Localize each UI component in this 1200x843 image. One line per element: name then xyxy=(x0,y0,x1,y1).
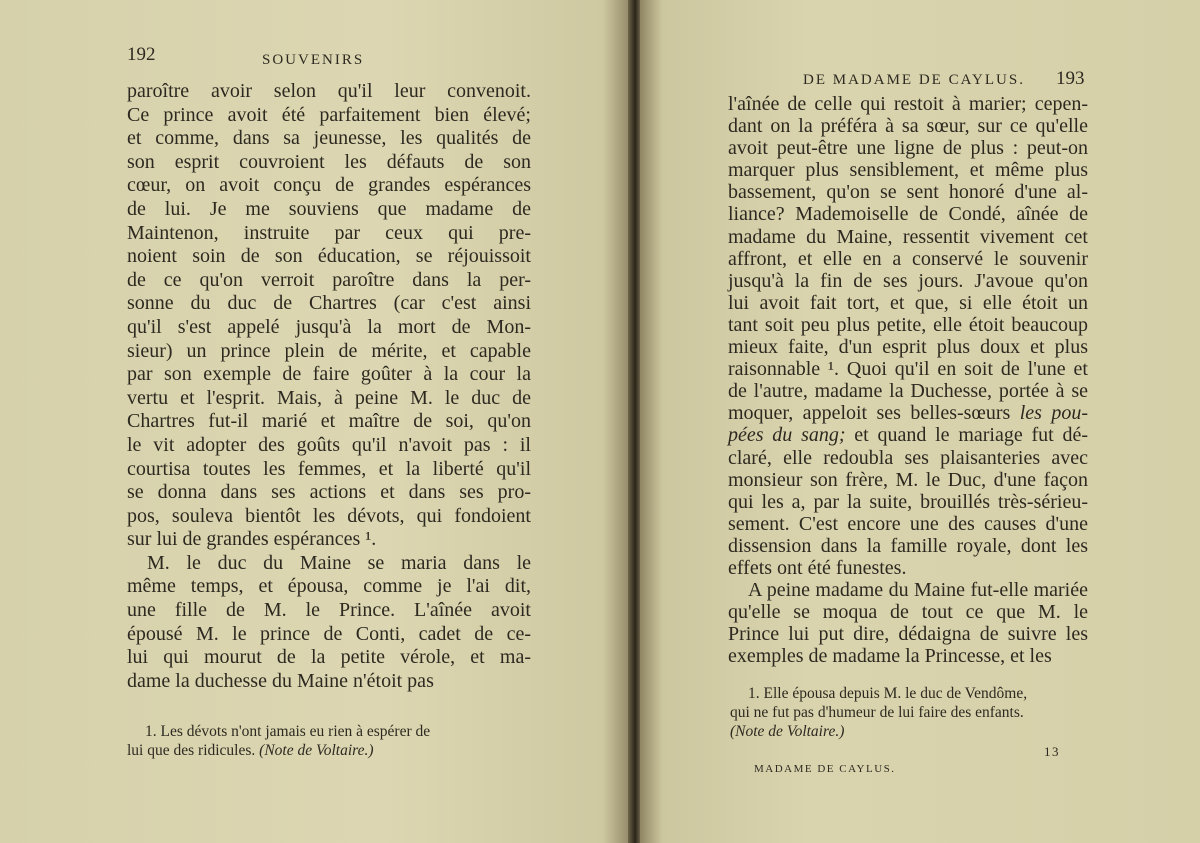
text-line xyxy=(728,248,1088,270)
text-line xyxy=(728,469,1088,491)
text-line xyxy=(127,292,531,316)
text-line xyxy=(728,424,1088,446)
text-segment: sonne du duc de Chartres (car c'est ainsi xyxy=(127,292,531,315)
text-line xyxy=(728,601,1088,623)
text-line xyxy=(728,181,1088,203)
footnote-line xyxy=(730,684,1088,703)
text-line xyxy=(728,380,1088,402)
text-segment: lui avoit fait tort, et que, si elle étoit un xyxy=(728,291,1088,314)
text-segment: dissension dans la famille royale, dont les xyxy=(728,534,1088,557)
footnote-line xyxy=(730,722,1088,741)
text-segment: pos, souleva bientôt les dévots, qui fondoient xyxy=(127,504,531,527)
footnote-line xyxy=(127,722,531,741)
text-line xyxy=(728,402,1088,424)
text-segment: effets ont été funestes. xyxy=(728,556,907,579)
text-segment: avoit peut-être une ligne de plus : peut-on xyxy=(728,137,1088,160)
text-segment: madame du Maine, ressentit vivement cet xyxy=(728,225,1088,248)
text-line xyxy=(127,387,531,411)
page-number: 193 xyxy=(1056,68,1085,89)
text-segment: qui les a, par la suite, brouillés très-sérieu- xyxy=(728,490,1088,513)
running-head: DE MADAME DE CAYLUS. xyxy=(803,72,1025,88)
text-line xyxy=(728,93,1088,115)
text-segment: tant soit peu plus petite, elle étoit beaucoup xyxy=(728,313,1088,336)
text-segment: qu'il s'est appelé jusqu'à la mort de Mon- xyxy=(127,315,531,338)
text-segment: même temps, et épousa, comme je l'ai dit, xyxy=(127,575,531,598)
text-segment: A peine madame du Maine fut-elle mariée xyxy=(748,579,1088,602)
text-segment: qui ne fut pas d'humeur de lui faire des enfants. xyxy=(730,704,1024,721)
text-line xyxy=(127,269,531,293)
italic-text: pées du sang; xyxy=(728,424,846,447)
text-line xyxy=(127,245,531,269)
text-segment: par son exemple de faire goûter à la cour la xyxy=(127,363,531,386)
text-line xyxy=(127,623,531,647)
text-segment: exemples de madame la Princesse, et les xyxy=(728,645,1052,668)
footnote-line xyxy=(730,703,1088,722)
text-line xyxy=(127,363,531,387)
text-segment: affront, et elle en a conservé le souvenir xyxy=(728,247,1088,270)
footnote xyxy=(730,684,1088,741)
body-text xyxy=(127,80,531,693)
gathering-number: 13 xyxy=(1044,744,1060,759)
text-segment: de ce qu'on verroit paroître dans la per- xyxy=(127,268,531,291)
page-number: 192 xyxy=(127,44,156,65)
text-line xyxy=(728,314,1088,336)
text-line xyxy=(728,292,1088,314)
text-segment: courtisa toutes les femmes, et la liberté qu'il xyxy=(127,457,531,480)
text-line xyxy=(728,358,1088,380)
text-line xyxy=(127,222,531,246)
text-line xyxy=(127,316,531,340)
text-line xyxy=(127,481,531,505)
text-segment: lui qui mourut de la petite vérole, et ma- xyxy=(127,646,531,669)
text-line xyxy=(127,174,531,198)
text-segment: épousé M. le prince de Conti, cadet de ce- xyxy=(127,622,531,645)
text-line xyxy=(728,579,1088,601)
text-line xyxy=(127,434,531,458)
text-segment: vertu et l'esprit. Mais, à peine M. le duc de xyxy=(127,386,531,409)
text-segment: M. le duc du Maine se maria dans le xyxy=(147,551,531,574)
italic-text: (Note de Voltaire.) xyxy=(259,742,374,759)
text-segment: noient soin de son éducation, se réjouissoit xyxy=(127,245,531,268)
text-line xyxy=(127,528,531,552)
italic-text: les pou- xyxy=(1019,402,1088,425)
text-segment: dant on la préféra à sa sœur, sur ce qu'elle xyxy=(728,115,1088,138)
text-segment: le vit adopter des goûts qu'il n'avoit pas : il xyxy=(127,433,531,456)
text-segment: sieur) un prince plein de mérite, et capable xyxy=(127,339,531,362)
text-segment: une fille de M. le Prince. L'aînée avoit xyxy=(127,599,531,622)
text-line xyxy=(728,159,1088,181)
text-line xyxy=(127,575,531,599)
text-segment: lui que des ridicules. xyxy=(127,742,260,759)
footnote-line xyxy=(127,741,531,760)
italic-text: (Note de Voltaire.) xyxy=(730,723,845,740)
signature-mark: MADAME DE CAYLUS. xyxy=(754,763,896,775)
text-line xyxy=(127,127,531,151)
text-line xyxy=(127,646,531,670)
text-segment: raisonnable ¹. Quoi qu'il en soit de l'une et xyxy=(728,358,1088,381)
text-segment: mieux faite, d'un esprit plus doux et plus xyxy=(728,336,1088,359)
text-line xyxy=(728,115,1088,137)
text-segment: cœur, on avoit conçu de grandes espérances xyxy=(127,174,531,197)
text-line xyxy=(127,198,531,222)
text-line xyxy=(728,203,1088,225)
text-segment: Maintenon, instruite par ceux qui pre- xyxy=(127,221,531,244)
text-segment: de lui. Je me souviens que madame de xyxy=(127,197,531,220)
text-line xyxy=(728,226,1088,248)
body-text xyxy=(728,93,1088,667)
text-segment: sur lui de grandes espérances ¹. xyxy=(127,528,377,551)
text-line xyxy=(127,151,531,175)
text-segment: qu'elle se moqua de tout ce que M. le xyxy=(728,601,1088,624)
text-line xyxy=(728,623,1088,645)
text-line xyxy=(127,599,531,623)
text-line xyxy=(127,552,531,576)
text-segment: et quand le mariage fut dé- xyxy=(845,424,1088,447)
text-segment: claré, elle redoubla ses plaisanteries avec xyxy=(728,446,1088,469)
text-line xyxy=(728,645,1088,667)
text-segment: Ce prince avoit été parfaitement bien élevé; xyxy=(127,103,531,126)
text-line xyxy=(127,340,531,364)
text-segment: monsieur son frère, M. le Duc, d'une façon xyxy=(728,468,1088,491)
text-line xyxy=(728,447,1088,469)
text-segment: 1. Les dévots n'ont jamais eu rien à espérer de xyxy=(145,723,431,740)
text-line xyxy=(127,458,531,482)
footnote xyxy=(127,722,531,760)
text-line xyxy=(127,80,531,104)
text-segment: se donna dans ses actions et dans ses pro- xyxy=(127,481,531,504)
text-segment: bassement, qu'on se sent honoré d'une al- xyxy=(728,181,1088,204)
text-line xyxy=(728,535,1088,557)
text-segment: et comme, dans sa jeunesse, les qualités de xyxy=(127,127,531,150)
text-segment: jusqu'à la fin de ses jours. J'avoue qu'on xyxy=(728,269,1088,292)
running-head: SOUVENIRS xyxy=(262,52,365,68)
text-line xyxy=(728,557,1088,579)
text-line xyxy=(728,137,1088,159)
text-line xyxy=(127,104,531,128)
text-line xyxy=(127,670,531,694)
text-line xyxy=(127,505,531,529)
text-segment: moquer, appeloit ses belles-sœurs xyxy=(728,402,1020,425)
text-segment: sement. C'est encore une des causes d'une xyxy=(728,512,1088,535)
text-segment: 1. Elle épousa depuis M. le duc de Vendôme, xyxy=(748,685,1028,702)
text-segment: Chartres fut-il marié et maître de soi, qu'on xyxy=(127,410,531,433)
text-segment: liance? Mademoiselle de Condé, aînée de xyxy=(728,203,1088,226)
text-line xyxy=(728,336,1088,358)
text-segment: Prince lui put dire, dédaigna de suivre les xyxy=(728,623,1088,646)
text-segment: paroître avoir selon qu'il leur convenoit. xyxy=(127,80,531,102)
text-segment: l'aînée de celle qui restoit à marier; cepen- xyxy=(728,93,1088,115)
right-page xyxy=(640,0,1200,843)
text-line xyxy=(728,491,1088,513)
text-segment: son esprit couvroient les défauts de son xyxy=(127,150,531,173)
text-segment: dame la duchesse du Maine n'étoit pas xyxy=(127,669,434,692)
text-line xyxy=(728,513,1088,535)
text-segment: marquer plus sensiblement, et même plus xyxy=(728,159,1088,182)
text-line xyxy=(728,270,1088,292)
text-line xyxy=(127,410,531,434)
text-segment: de l'autre, madame la Duchesse, portée à se xyxy=(728,380,1088,403)
